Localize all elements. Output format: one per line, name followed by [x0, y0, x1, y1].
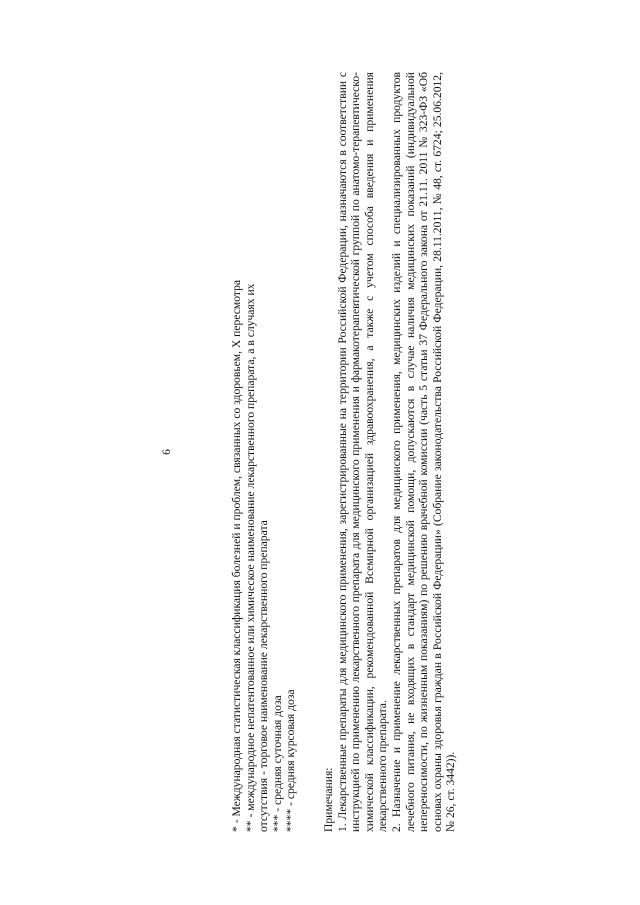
page-number: 6 — [160, 449, 173, 455]
rotated-content — [160, 72, 480, 832]
footnote-inn: ** - международное непатентованное или химическое наименование лекарственного препарата, а в случаях их — [243, 283, 257, 832]
footnotes-block — [230, 72, 298, 832]
notes-heading: Примечания: — [322, 767, 335, 832]
note-paragraph-2: 2. Назначение и применение лекарственных препаратов для медицинского применения, медицинских изделий и специализированных продуктов лечебного питания, не входящих в стандарт медицинской помощи, допускаются в случае наличия медицинских показаний (индивидуальной непереносимости, по жизненным показаниям) по решению врачебной комиссии (часть 5 статьи 37 Федерального закона от 21.11. 2011 № 323-ФЗ «Об основах охраны здоровья граждан в Российской Федерации» (Собрание законодательства Российской Федерации, 28.11.2011, № 48, ст. 6724; 25.06.2012, № 26, ст. 3442)). — [389, 72, 458, 832]
footnote-course-dose: **** - средняя курсовая доза — [284, 689, 298, 832]
footnote-inn-continued: отсутствия - торговое наименование лекарственного препарата — [257, 520, 271, 832]
footnote-icd: * - Международная статистическая классификация болезней и проблем, связанных со здоровьем, X пересмотра — [230, 279, 243, 832]
notes-block — [322, 72, 458, 832]
note-paragraph-1: 1. Лекарственные препараты для медицинского применения, зарегистрированные на территории Российской Федерации, назначаются в соответствии с инструкцией по применению лекарственного препарата для медицинского применения и фармакотерапевтической группой по анатомо-терапевтическо-химической классификации, рекомендованной Всемирной организацией здравоохранения, а также с учетом способа введения и применения лекарственного препарата. — [335, 72, 390, 832]
footnote-daily-dose: *** - средняя суточная доза — [270, 695, 284, 832]
